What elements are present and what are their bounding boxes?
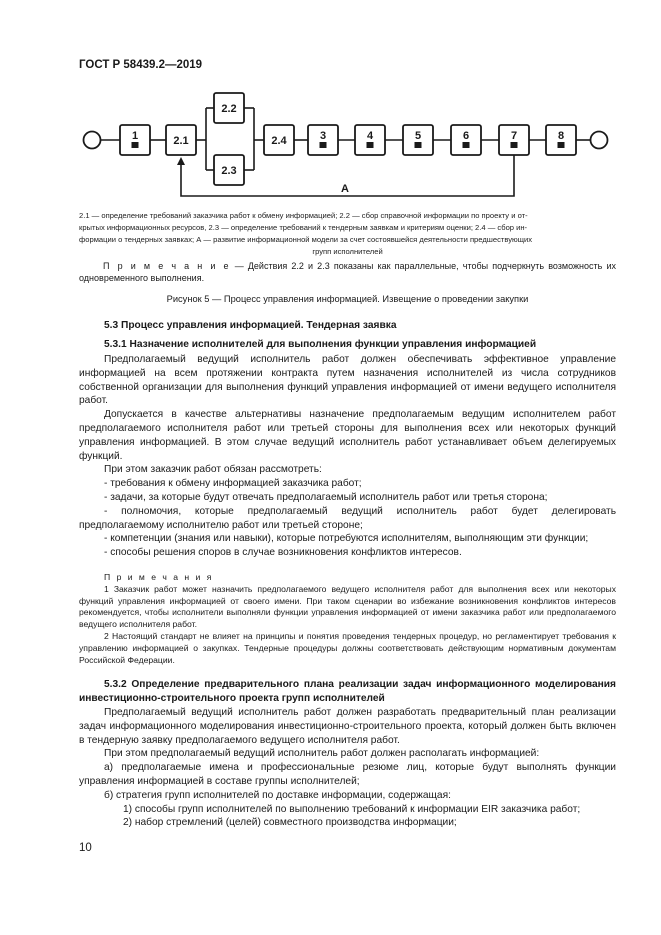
node-1 — [120, 125, 150, 155]
list-item: - способы решения споров в случае возникновения конфликтов интересов. — [104, 547, 462, 559]
page-number: 10 — [79, 842, 92, 854]
node-5 — [403, 125, 433, 155]
node-2-3 — [214, 155, 244, 185]
list-item: а) предполагаемые имена и профессиональные резюме лиц, которые будут выполнять функции управления информацией в составе группы исполнителей; — [79, 762, 616, 787]
node-2-1 — [166, 125, 196, 155]
svg-text:2.4: 2.4 — [271, 135, 287, 147]
paragraph: Предполагаемый ведущий исполнитель работ должен обеспечивать эффективное управление информацией на всем протяжении контракта путем назначения исполнителей из числа сотрудников собственной организации для выполнения функций управления информацией от имени ведущего исполнителя работ. — [79, 354, 616, 407]
note-item: 2 Настоящий стандарт не влияет на принципы и понятия проведения тендерных процедур, но регламентирует требования к управлению информацией о закупках. Тендерные процедуры должны соответствовать действующим нормативным документам Российской Федерации. — [79, 630, 616, 665]
list-item: б) стратегия групп исполнителей по доставке информации, содержащая: — [104, 789, 451, 801]
node-2-2 — [214, 93, 244, 123]
svg-text:3: 3 — [319, 130, 327, 142]
svg-text:8: 8 — [557, 130, 565, 142]
list-item: - полномочия, которые предполагаемый ведущий исполнитель работ будет делегировать предполагаемому исполнителю работ или третьей стороне; — [79, 505, 616, 531]
notes-label: П р и м е ч а н и я — [104, 572, 214, 582]
legend-line: формации о тендерных заявках; А — развитие информационной модели за счет состоявшейся деятельности предшествующих — [79, 235, 533, 244]
sub-list-item: 1) способы групп исполнителей по выполнению требований к информации EIR заказчика работ; — [123, 803, 581, 815]
svg-text:2.3: 2.3 — [221, 165, 237, 177]
feedback-arrowhead — [177, 157, 185, 165]
node-2-4 — [264, 125, 294, 155]
diagram-legend — [79, 210, 616, 258]
legend-line: крытых информационных ресурсов, 2.3 — определение требований к тендерным заявкам и критериям оценки; 2.4 — сбор ин- — [79, 223, 528, 232]
note-label: П р и м е ч а н и е — [103, 261, 231, 271]
svg-text:6: 6 — [462, 130, 470, 142]
svg-text:2.2: 2.2 — [221, 103, 237, 115]
end-terminal — [591, 132, 608, 149]
svg-text:2.1: 2.1 — [173, 135, 189, 147]
paragraph: При этом предполагаемый ведущий исполнитель работ должен располагать информацией: — [104, 748, 540, 760]
section-heading: 5.3 Процесс управления информацией. Тендерная заявка — [104, 320, 397, 331]
node-3 — [308, 125, 338, 155]
figure-note — [79, 260, 616, 284]
subsection-heading: 5.3.1 Назначение исполнителей для выполнения функции управления информацией — [104, 339, 537, 350]
sub-list-item: 2) набор стремлений (целей) совместного производства информации; — [123, 817, 457, 829]
note-text: — Действия 2.2 и 2.3 показаны как параллельные, чтобы подчеркнуть возможность их одновременного выполнения. — [79, 261, 616, 283]
figure-caption: Рисунок 5 — Процесс управления информацией. Извещение о проведении закупки — [166, 294, 529, 304]
paragraph: При этом заказчик работ обязан рассмотреть: — [104, 464, 322, 476]
node-8 — [546, 125, 576, 155]
list-item: - компетенции (знания или навыки), которые потребуются исполнителям, выполняющим эти функции; — [104, 533, 589, 545]
note-item: 1 Заказчик работ может назначить предполагаемого ведущего исполнителя работ для выполнения всех или некоторых функций управления информацией от своего имени. При таком сценарии во избежание возникновения конфликтов интересов рекомендуется, чтобы исполнители выполняли функции управления информацией от имени заказчика работ или предполагаемого ведущего исполнителя работ. — [79, 583, 616, 630]
feedback-label: А — [341, 183, 349, 195]
start-terminal — [84, 132, 101, 149]
process-flow-diagram — [0, 0, 661, 210]
svg-text:7: 7 — [510, 130, 518, 142]
subsection-heading: 5.3.2 Определение предварительного плана реализации задач информационного моделирования инвестиционно-строительного проекта групп исполнителей — [79, 679, 616, 704]
svg-text:1: 1 — [131, 130, 139, 142]
paragraph: Допускается в качестве альтернативы назначение предполагаемым ведущим исполнителем работ предполагаемого исполнителя работ или третьей стороны для выполнения всех или некоторых функций управления информацией. В этом случае ведущий исполнитель работ устанавливает объем делегируемых функций. — [79, 409, 616, 462]
legend-line: групп исполнителей — [312, 247, 383, 256]
document-code: ГОСТ Р 58439.2—2019 — [79, 59, 203, 71]
section-5-3-2-body — [79, 706, 616, 830]
section-5-3-1-body — [79, 353, 616, 560]
node-7 — [499, 125, 529, 155]
node-6 — [451, 125, 481, 155]
list-item: - требования к обмену информацией заказчика работ; — [104, 478, 362, 490]
legend-line: 2.1 — определение требований заказчика работ к обмену информацией; 2.2 — сбор справочной информации по проекту и от- — [79, 211, 528, 220]
svg-text:5: 5 — [414, 130, 422, 142]
paragraph: Предполагаемый ведущий исполнитель работ должен разработать предварительный план реализации задач информационного моделирования инвестиционно-строительного проекта, который должен быть включен в тендерную заявку предполагаемого ведущего исполнителя работ. — [79, 707, 616, 746]
node-4 — [355, 125, 385, 155]
svg-text:4: 4 — [366, 130, 374, 142]
section-notes — [79, 572, 616, 666]
list-item: - задачи, за которые будут отвечать предполагаемый исполнитель работ или третья сторона; — [104, 491, 548, 503]
